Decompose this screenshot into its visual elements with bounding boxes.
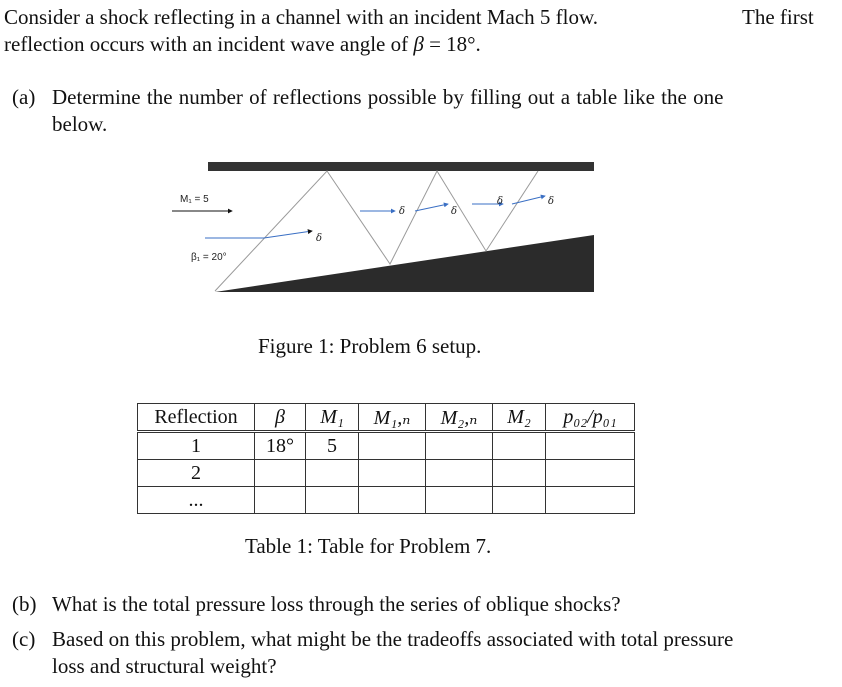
delta-label-5: δ: [548, 196, 555, 207]
intro-line-1-end: [742, 4, 814, 30]
table-cell: [546, 487, 635, 514]
delta-label-3: δ: [451, 206, 458, 217]
intro-line-2-value: = 18°.: [423, 32, 481, 56]
beta1-label: β₁ = 20°: [191, 252, 227, 263]
part-c-line-1: Based on this problem, what might be the tradeoffs associated with total pressure: [52, 627, 734, 651]
table-row: [138, 487, 635, 514]
table-cell: 18°: [255, 432, 306, 460]
figure-caption: Figure 1: Problem 6 setup.: [258, 334, 482, 358]
table-cell: 5: [306, 432, 359, 460]
intro-line-1-text: Consider a shock reflecting in a channel with an incident Mach 5 flow.: [4, 5, 599, 29]
table-cell: [306, 487, 359, 514]
delta-label-4: δ: [497, 196, 504, 207]
header-m2: M₂: [493, 404, 546, 432]
part-c-line-2: loss and structural weight?: [52, 654, 277, 678]
header-beta: β: [255, 404, 306, 432]
table-cell: [306, 460, 359, 487]
part-b-label: (b): [12, 592, 37, 616]
delta-label-2: δ: [399, 206, 406, 217]
table-cell: [359, 460, 426, 487]
table-cell: 2: [138, 460, 255, 487]
table-cell: [426, 460, 493, 487]
flow-arrow-1: [264, 231, 312, 238]
delta-label-1: δ: [316, 233, 323, 244]
m1-label: M₁ = 5: [180, 194, 209, 205]
part-a-line-2: below.: [52, 112, 108, 136]
header-m2n: M₂,ₙ: [426, 404, 493, 432]
part-a-label: (a): [12, 85, 36, 109]
table-header-row: [138, 404, 635, 432]
table-cell: [493, 460, 546, 487]
top-wall: [208, 162, 594, 171]
header-reflection: Reflection: [138, 404, 255, 432]
table-cell: [426, 487, 493, 514]
table-cell: [255, 460, 306, 487]
header-pressure-ratio: p₀₂/p₀₁: [546, 404, 635, 432]
intro-line-2: [4, 31, 481, 57]
table-caption: Table 1: Table for Problem 7.: [245, 534, 492, 558]
intro-line-2-text: reflection occurs with an incident wave angle of: [4, 32, 414, 56]
channel-shock-figure: [0, 150, 842, 310]
header-m1: M₁: [306, 404, 359, 432]
intro-line-1: [4, 4, 598, 30]
table-cell: [359, 487, 426, 514]
table-cell: [359, 432, 426, 460]
intro-line-1-end-text: The first: [742, 5, 814, 29]
table-cell: [493, 487, 546, 514]
table-cell: 1: [138, 432, 255, 460]
part-c-label: (c): [12, 627, 36, 651]
table-row: [138, 460, 635, 487]
bottom-ramp: [215, 235, 594, 292]
table-row: [138, 432, 635, 460]
part-a-line-1: Determine the number of reflections possible by filling out a table like the one: [52, 85, 724, 109]
table-cell: [426, 432, 493, 460]
table-cell: [493, 432, 546, 460]
table-cell: [546, 460, 635, 487]
table-cell: [255, 487, 306, 514]
header-m1n: M₁,ₙ: [359, 404, 426, 432]
beta-symbol: β: [413, 32, 424, 56]
table-cell: [546, 432, 635, 460]
part-b-text: What is the total pressure loss through the series of oblique shocks?: [52, 592, 621, 616]
table-cell: ...: [138, 487, 255, 514]
reflection-table: [137, 403, 635, 514]
flow-arrow-5: [512, 196, 545, 204]
